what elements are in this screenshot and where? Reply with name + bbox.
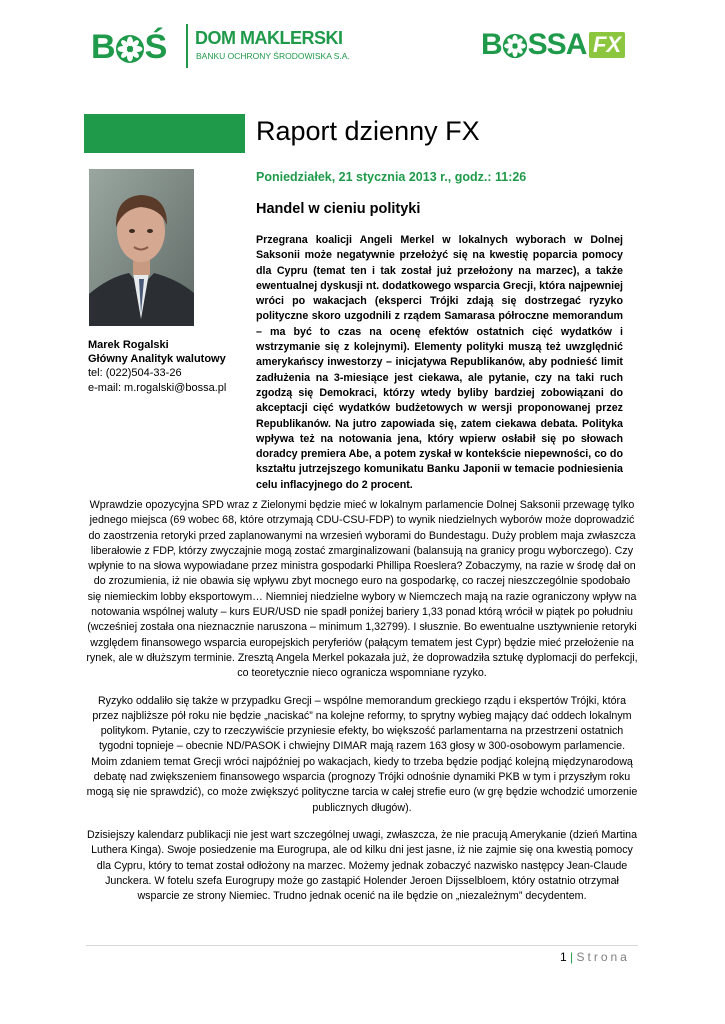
report-title: Raport dzienny FX [256,116,480,146]
page-footer [560,950,630,964]
bossa-letter-b: B [481,28,502,61]
lead-paragraph: Przegrana koalicji Angeli Merkel w lokalnych wyborach w Dolnej Saksonii może negatywnie przełożyć się na kwestię poparcia pomocy dla Cypru (temat ten i tak został już przełożony na marzec), a także ewentualnej dyskusji nt. dodatkowego wsparcia Grecji, która najpewniej wróci po wakacjach (eksperci Trójki zdają się dostrzegać ryzyko polityczne skoro uzgodnili z rządem Samarasa półroczne memorandum – ma być to czas na ocenę efektów ostatnich cięć wydatków i wstrzymanie się z kolejnymi). Elementy polityki muszą też uwzględnić amerykańscy inwestorzy – inicjatywa Republikanów, aby podnieść limit zadłużenia na 3-miesiące jest ciekawa, ale pytanie, czy na taki ruch zgodzą się Demokraci, którzy wtedy byliby bardziej zobowiązani do akceptacji cięć wydatków budżetowych w wersji proponowanej przez Republikanów. Na jutro zapowiada się, zatem ciekawa debata. Polityka wpływa też na notowania jena, który wpierw osłabił się po słowach doradcy premiera Abe, a potem zyskał w kontekście niepewności, co do kształtu jutrzejszego komunikatu Banku Japonii w temacie podniesienia celu inflacyjnego do 2 procent. [256,234,623,491]
flower-icon [115,34,145,64]
bossa-fx-logo [481,28,641,68]
bos-letter-s: Ś [144,28,167,66]
footer-separator: | [570,950,574,964]
author-portrait-illustration [89,169,194,326]
article-body [86,498,638,916]
title-accent-bar [84,114,245,153]
author-name: Marek Rogalski [88,339,169,351]
logo-divider [186,24,188,68]
author-photo [89,169,194,326]
bossa-letters-ssa: SSA [527,28,587,61]
report-date: Poniedziałek, 21 stycznia 2013 r., godz.: 11:26 [256,170,527,184]
author-email[interactable]: e-mail: m.rogalski@bossa.pl [88,381,227,394]
footer-divider [86,945,638,946]
bos-letter-b: B [91,28,115,66]
author-info [88,338,248,395]
body-paragraph: Ryzyko oddaliło się także w przypadku Grecji – wspólne memorandum greckiego rządu i ekspertów Trójki, która przez najbliższe pół roku nie będzie „naciskać” na kolejne reformy, to sprytny wybieg mający dać oddech lokalnym politykom. Pytanie, czy to rzeczywiście przyniesie efekty, bo większość parlamentarna na przestrzeni ostatnich tygodni topnieje – obecnie ND/PASOK i chwiejny DIMAR mają razem 163 głosy w 300-osobowym parlamencie. Moim zdaniem temat Grecji wróci najpóźniej po wakacjach, kiedy to trzeba będzie podjąć kolejną międzynarodową debatę nad zwiększeniem finansowego wsparcia (prognozy Trójki odnośnie dynamiki PKB w tym i przyszłym roku mogą się nie sprawdzić), co może zwiększyć polityczne tarcia w całej strefie euro (w grę będzie wchodzić umorzenie publicznych długów). [86,694,638,814]
bos-logo [91,22,350,72]
report-headline: Handel w cieniu polityki [256,201,421,217]
body-paragraph: Wprawdzie opozycyjna SPD wraz z Zielonymi będzie mieć w lokalnym parlamencie Dolnej Saksonii przewagę tylko jednego miejsca (69 wobec 68, które otrzymają CDU-CSU-FDP) to wynik niedzielnych wyborów może doprowadzić do zaostrzenia retoryki przed zaplanowanymi na wrzesień wyborami do Bundestagu. Duży problem maja zwłaszcza liberałowie z FDP, którzy zwyczajnie mogą zostać zmarginalizowani (balansują na granicy progu wyborczego). Czy wpłynie to na słowa wypowiadane przez ministra gospodarki Phillipa Roeslera? Zobaczymy, na razie w środę dał on do zrozumienia, iż nie obawia się wpływu zbyt mocnego euro na gospodarkę, co raczej nieszczególnie spodobało się niemieckim lobby eksportowym… Niemniej niedzielne wybory w Niemczech mają na razie ograniczony wpływ na notowania wspólnej waluty – kurs EUR/USD nie spadł poniżej bariery 1,33 ponad którą wrócił w piątek po południu (wcześniej została ona nieznacznie naruszona – minimum 1,32799). I słusznie. Bo ewentualne usztywnienie retoryki względem finansowego wsparcia europejskich peryferiów (pałącym tematem jest Cypr) będzie mieć przełożenie na rynek, ale w dłuższym terminie. Zresztą Angela Merkel pokazała już, że doprowadziła sztukę dyplomacji do perfekcji, co teoretycznie nieco ogranicza wspomniane ryzyko. [86,499,638,680]
footer-label: Strona [576,950,630,964]
bossa-flower-icon [502,33,528,59]
author-phone: tel: (022)504-33-26 [88,367,182,380]
page-number: 1 [560,950,567,964]
author-role: Główny Analityk walutowy [88,353,226,366]
bossa-wordmark [481,28,586,62]
fx-badge: FX [589,32,625,58]
dm-title: DOM MAKLERSKI [195,28,343,48]
bos-logo-wordmark [91,28,166,67]
body-paragraph: Dzisiejszy kalendarz publikacji nie jest wart szczególnej uwagi, zwłaszcza, że nie pracują Amerykanie (dzień Martina Luthera Kinga). Swoje posiedzenie ma Eurogrupa, ale od kilku dni jest jasne, iż nie zajmie się ona kwestią pomocy dla Cypru, który to temat został odłożony na marzec. Możemy jednak zobaczyć nazwisko następcy Jean-Claude Junckera. W fotelu szefa Eurogrupy może go zastąpić Holender Jeroen Dijsselbloem, który ostatnio otrzymał wsparcie ze strony Niemiec. Trudno jednak ocenić na ile będzie on „niezależnym” decydentem. [86,828,638,903]
dm-subtitle: BANKU OCHRONY ŚRODOWISKA S.A. [196,51,350,61]
